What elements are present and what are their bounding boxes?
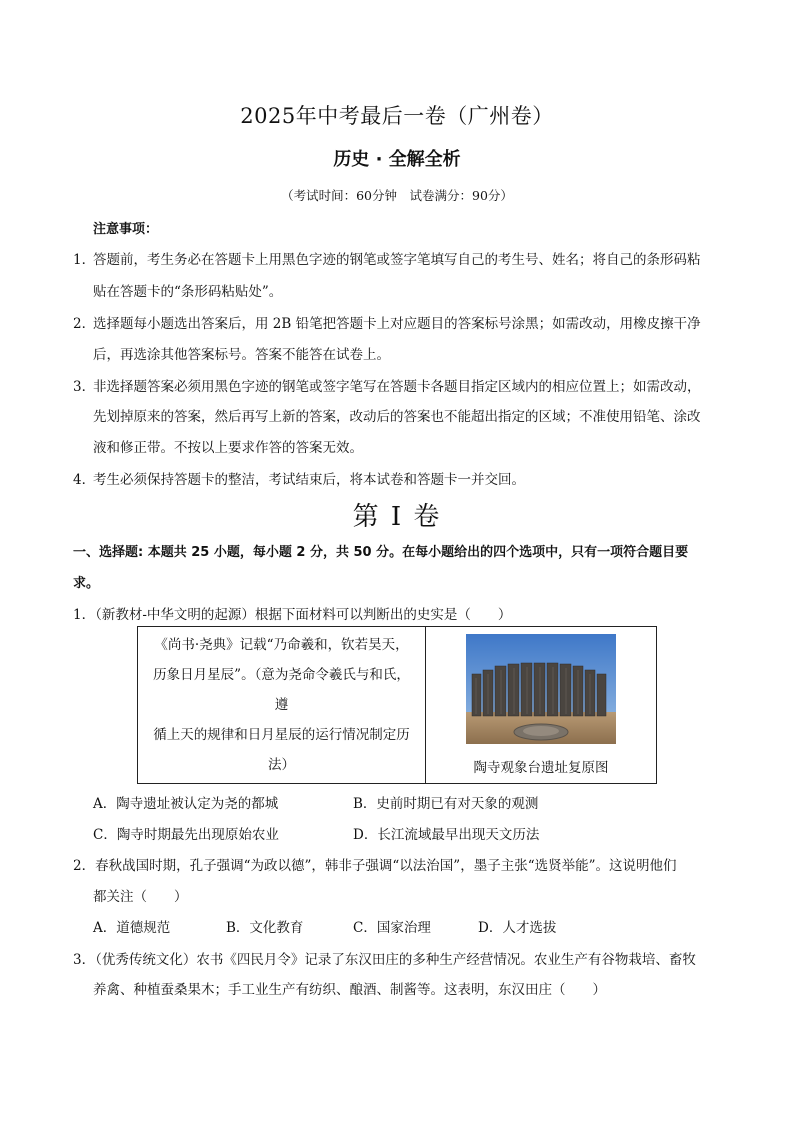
question-2-stem: 2．春秋战国时期，孔子强调“为政以德”，韩非子强调“以法治国”，墨子主张“选贤举能”。这说明他们 bbox=[73, 858, 677, 874]
material-photo-cell bbox=[426, 627, 657, 784]
observatory-photo bbox=[466, 634, 616, 744]
note-line: 非选择题答案必须用黑色字迹的钢笔或签字笔写在答题卡各题目指定区域内的相应位置上；如需改动， bbox=[93, 379, 701, 395]
question-2-option-b[interactable]: B．文化教育 bbox=[226, 920, 304, 936]
question-1-option-b[interactable]: B．史前时期已有对天象的观测 bbox=[353, 796, 539, 812]
section-instructions-end: 求。 bbox=[73, 576, 100, 591]
note-number: 4． bbox=[73, 472, 96, 488]
question-2-stem-end: 都关注（ ） bbox=[93, 889, 188, 905]
question-1-option-a[interactable]: A．陶寺遗址被认定为尧的都城 bbox=[93, 796, 279, 812]
question-3-stem-end: 养禽、种植蚕桑果木；手工业生产有纺织、酿酒、制酱等。这表明，东汉田庄（ ） bbox=[93, 982, 606, 998]
note-line: 答题前，考生务必在答题卡上用黑色字迹的钢笔或签字笔填写自己的考生号、姓名；将自己的条形码粘 bbox=[93, 252, 701, 268]
material-text-cell bbox=[138, 627, 426, 784]
note-line: 考生必须保持答题卡的整洁，考试结束后，将本试卷和答题卡一并交回。 bbox=[93, 472, 525, 488]
notes-heading: 注意事项： bbox=[93, 222, 159, 237]
question-1-option-d[interactable]: D．长江流域最早出现天文历法 bbox=[353, 827, 540, 843]
section-instructions: 一、选择题: 本题共 25 小题，每小题 2 分，共 50 分。在每小题给出的四个选项中，只有一项符合题目要 bbox=[73, 545, 689, 560]
exam-info: （考试时间：60分钟 试卷满分：90分） bbox=[281, 188, 513, 203]
note-number: 1． bbox=[73, 252, 96, 268]
question-1-stem: 1．（新教材-中华文明的起源）根据下面材料可以判断出的史实是（ ） bbox=[73, 607, 512, 623]
note-line: 液和修正带。不按以上要求作答的答案无效。 bbox=[93, 440, 363, 456]
material-text-line: 法） bbox=[268, 757, 295, 773]
question-1-option-c[interactable]: C．陶寺时期最先出现原始农业 bbox=[93, 827, 279, 843]
volume-title: 第 I 卷 bbox=[352, 502, 442, 532]
photo-caption: 陶寺观象台遗址复原图 bbox=[473, 760, 609, 776]
material-text bbox=[138, 630, 425, 780]
question-1-material-table bbox=[137, 626, 657, 784]
question-2-option-c[interactable]: C．国家治理 bbox=[353, 920, 431, 936]
question-3-stem: 3．（优秀传统文化）农书《四民月令》记录了东汉田庄的多种生产经营情况。农业生产有谷物栽培、畜牧 bbox=[73, 952, 696, 968]
question-2-option-a[interactable]: A．道德规范 bbox=[93, 920, 171, 936]
material-text-line: 循上天的规律和日月星辰的运行情况制定历 bbox=[153, 727, 410, 743]
note-line: 贴在答题卡的“条形码粘贴处”。 bbox=[93, 284, 283, 300]
note-number: 3． bbox=[73, 379, 96, 395]
material-text-line: 历象日月星辰”。（意为尧命令羲氏与和氏，遵 bbox=[153, 667, 410, 713]
exam-subtitle: 历史 · 全解全析 bbox=[333, 149, 461, 170]
material-text-line: 《尚书·尧典》记载“乃命羲和，钦若昊天， bbox=[154, 637, 409, 653]
note-line: 选择题每小题选出答案后，用 2B 铅笔把答题卡上对应题目的答案标号涂黑；如需改动，用橡皮擦干净 bbox=[93, 316, 701, 332]
question-2-option-d[interactable]: D．人才选拔 bbox=[478, 920, 557, 936]
note-number: 2． bbox=[73, 316, 96, 332]
note-line: 后，再选涂其他答案标号。答案不能答在试卷上。 bbox=[93, 347, 390, 363]
exam-title: 2025年中考最后一卷（广州卷） bbox=[240, 104, 554, 128]
note-line: 先划掉原来的答案，然后再写上新的答案，改动后的答案也不能超出指定的区域；不准使用铅笔、涂改 bbox=[93, 409, 701, 425]
